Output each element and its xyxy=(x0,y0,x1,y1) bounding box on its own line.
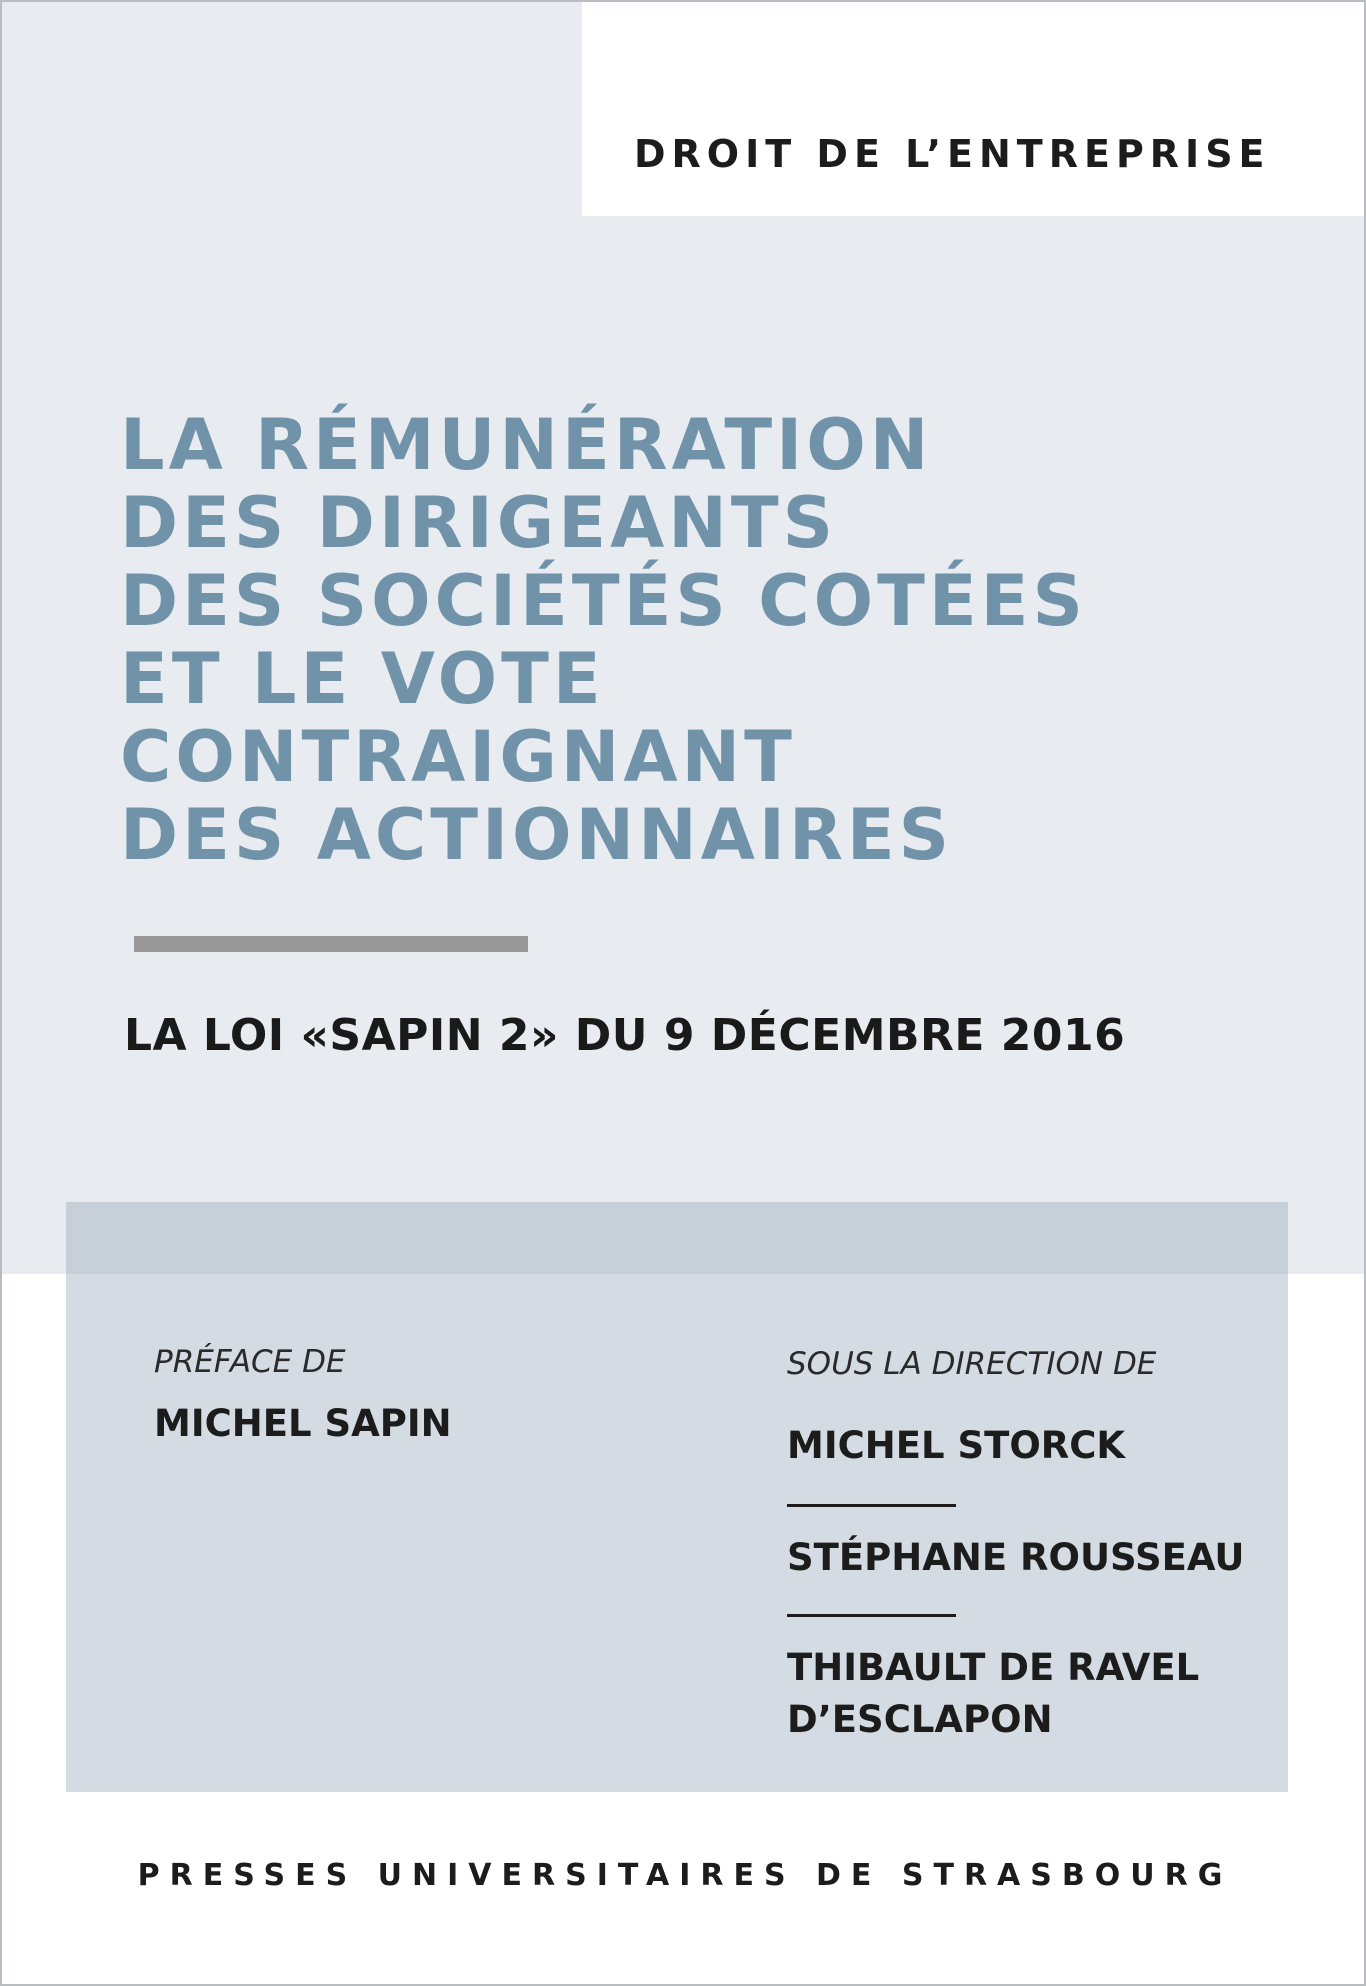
title-line: LA RÉMUNÉRATION xyxy=(120,404,933,486)
editor-name: THIBAULT DE RAVEL xyxy=(787,1646,1200,1689)
credits-panel-overlap xyxy=(66,1202,1288,1274)
preface-label: PRÉFACE DE xyxy=(154,1344,346,1380)
editor-divider xyxy=(787,1614,956,1617)
series-label-box xyxy=(582,2,1366,216)
credits-panel xyxy=(66,1202,1288,1792)
title-line: DES ACTIONNAIRES xyxy=(120,794,954,876)
preface-author: MICHEL SAPIN xyxy=(154,1402,452,1445)
editor-divider xyxy=(787,1504,956,1507)
publisher-name: PRESSES UNIVERSITAIRES DE STRASBOURG xyxy=(137,1858,1233,1893)
book-subtitle: LA LOI «SAPIN 2» DU 9 DÉCEMBRE 2016 xyxy=(124,1010,1126,1061)
editor-name-continued: D’ESCLAPON xyxy=(787,1698,1053,1741)
title-divider xyxy=(134,936,528,952)
title-line: CONTRAIGNANT xyxy=(120,716,796,798)
direction-label: SOUS LA DIRECTION DE xyxy=(787,1346,1157,1382)
editor-name: MICHEL STORCK xyxy=(787,1424,1126,1467)
book-title xyxy=(120,406,1087,874)
editor-name: STÉPHANE ROUSSEAU xyxy=(787,1536,1245,1579)
title-line: DES DIRIGEANTS xyxy=(120,482,838,564)
title-line: ET LE VOTE xyxy=(120,638,605,720)
title-line: DES SOCIÉTÉS COTÉES xyxy=(120,560,1087,642)
series-label: DROIT DE L’ENTREPRISE xyxy=(634,132,1271,176)
